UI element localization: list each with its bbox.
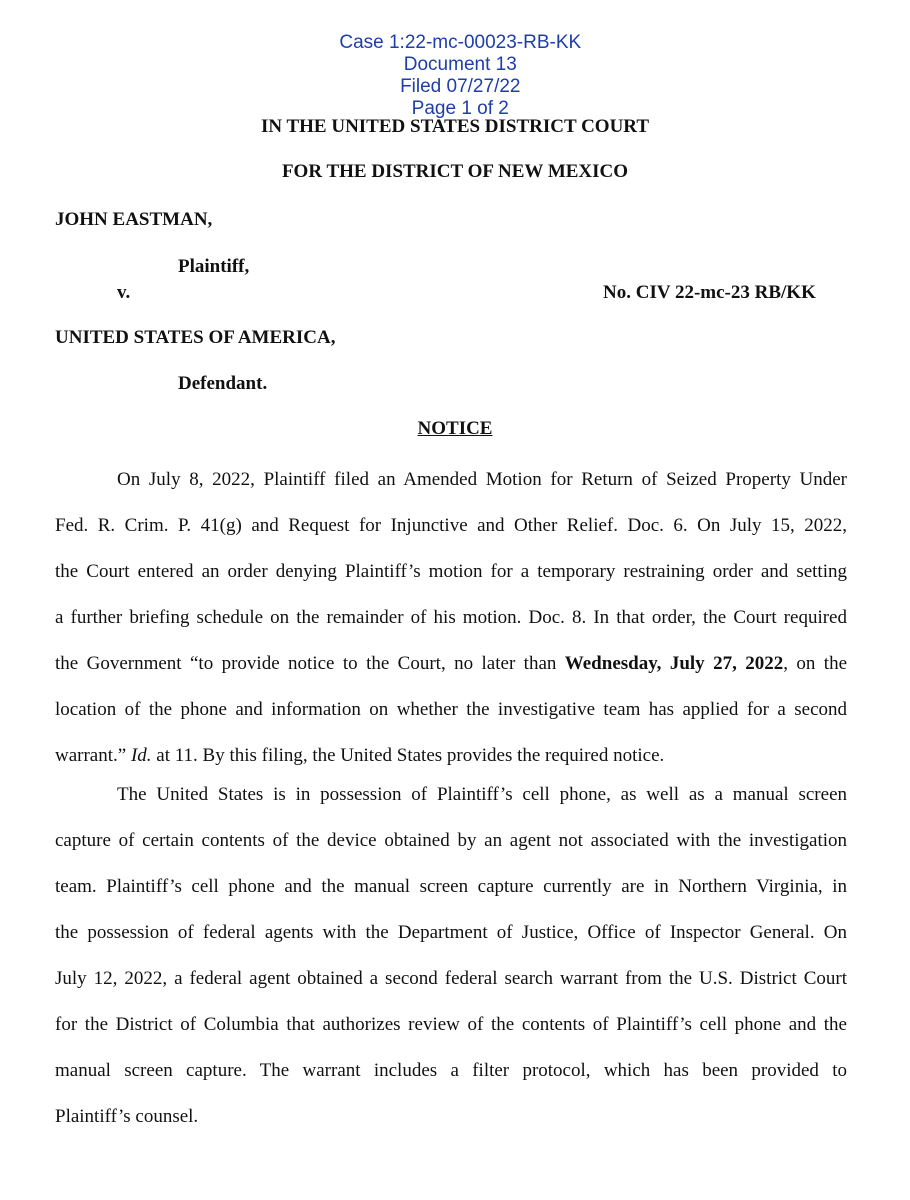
- notice-paragraph-2: [55, 772, 847, 1140]
- ecf-header: [0, 10, 910, 120]
- paragraph-text: at 11. By this filing, the United States provides the required notice.: [151, 745, 665, 766]
- paragraph-line: July 12, 2022, a federal agent obtained a second federal search warrant from the U.S. District Court: [55, 968, 847, 989]
- ecf-case-number: Case 1:22-mc-00023-RB-KK: [339, 32, 582, 53]
- notice-title: [0, 418, 910, 440]
- paragraph-line: Fed. R. Crim. P. 41(g) and Request for Injunctive and Other Relief. Doc. 6. On July 15, 2022,: [55, 515, 847, 536]
- paragraph-text: the Government “to provide notice to the Court, no later than: [55, 653, 565, 674]
- defendant-role: Defendant.: [178, 373, 268, 394]
- court-name: IN THE UNITED STATES DISTRICT COURT: [260, 116, 650, 137]
- deadline-date: Wednesday, July 27, 2022: [564, 653, 784, 674]
- paragraph-line: the possession of federal agents with the Department of Justice, Office of Inspector General. On: [55, 922, 847, 943]
- court-district: FOR THE DISTRICT OF NEW MEXICO: [281, 161, 629, 182]
- plaintiff-role: Plaintiff,: [178, 256, 250, 277]
- paragraph-line: [55, 641, 847, 687]
- notice-title-text: NOTICE: [417, 418, 493, 439]
- paragraph-line: The United States is in possession of Plaintiff’s cell phone, as well as a manual screen: [117, 784, 847, 805]
- notice-paragraph-1: [55, 457, 847, 779]
- defendant-name: UNITED STATES OF AMERICA,: [55, 327, 336, 348]
- paragraph-line: location of the phone and information on whether the investigative team has applied for a second: [55, 699, 847, 720]
- paragraph-line: team. Plaintiff’s cell phone and the manual screen capture currently are in Northern Virginia, in: [55, 876, 847, 897]
- paragraph-text: warrant.”: [55, 745, 131, 766]
- paragraph-text: , on the: [783, 653, 848, 674]
- ecf-page-number: Page 1 of 2: [411, 98, 509, 119]
- paragraph-line: Plaintiff’s counsel.: [55, 1106, 199, 1127]
- ecf-document-number: Document 13: [403, 54, 517, 75]
- plaintiff-name: JOHN EASTMAN,: [55, 209, 213, 230]
- paragraph-line: On July 8, 2022, Plaintiff filed an Amended Motion for Return of Seized Property Under: [117, 469, 847, 490]
- paragraph-line: the Court entered an order denying Plaintiff’s motion for a temporary restraining order and setting: [55, 561, 847, 582]
- paragraph-line: a further briefing schedule on the remainder of his motion. Doc. 8. In that order, the Court required: [55, 607, 847, 628]
- ecf-filed-date: Filed 07/27/22: [400, 76, 521, 97]
- paragraph-line: for the District of Columbia that authorizes review of the contents of Plaintiff’s cell phone and the: [55, 1014, 847, 1035]
- case-number: No. CIV 22-mc-23 RB/KK: [603, 282, 816, 303]
- citation-id: Id.: [130, 745, 152, 766]
- paragraph-line: manual screen capture. The warrant includes a filter protocol, which has been provided to: [55, 1060, 847, 1081]
- versus: v.: [117, 282, 131, 303]
- paragraph-line: capture of certain contents of the device obtained by an agent not associated with the investigation: [55, 830, 847, 851]
